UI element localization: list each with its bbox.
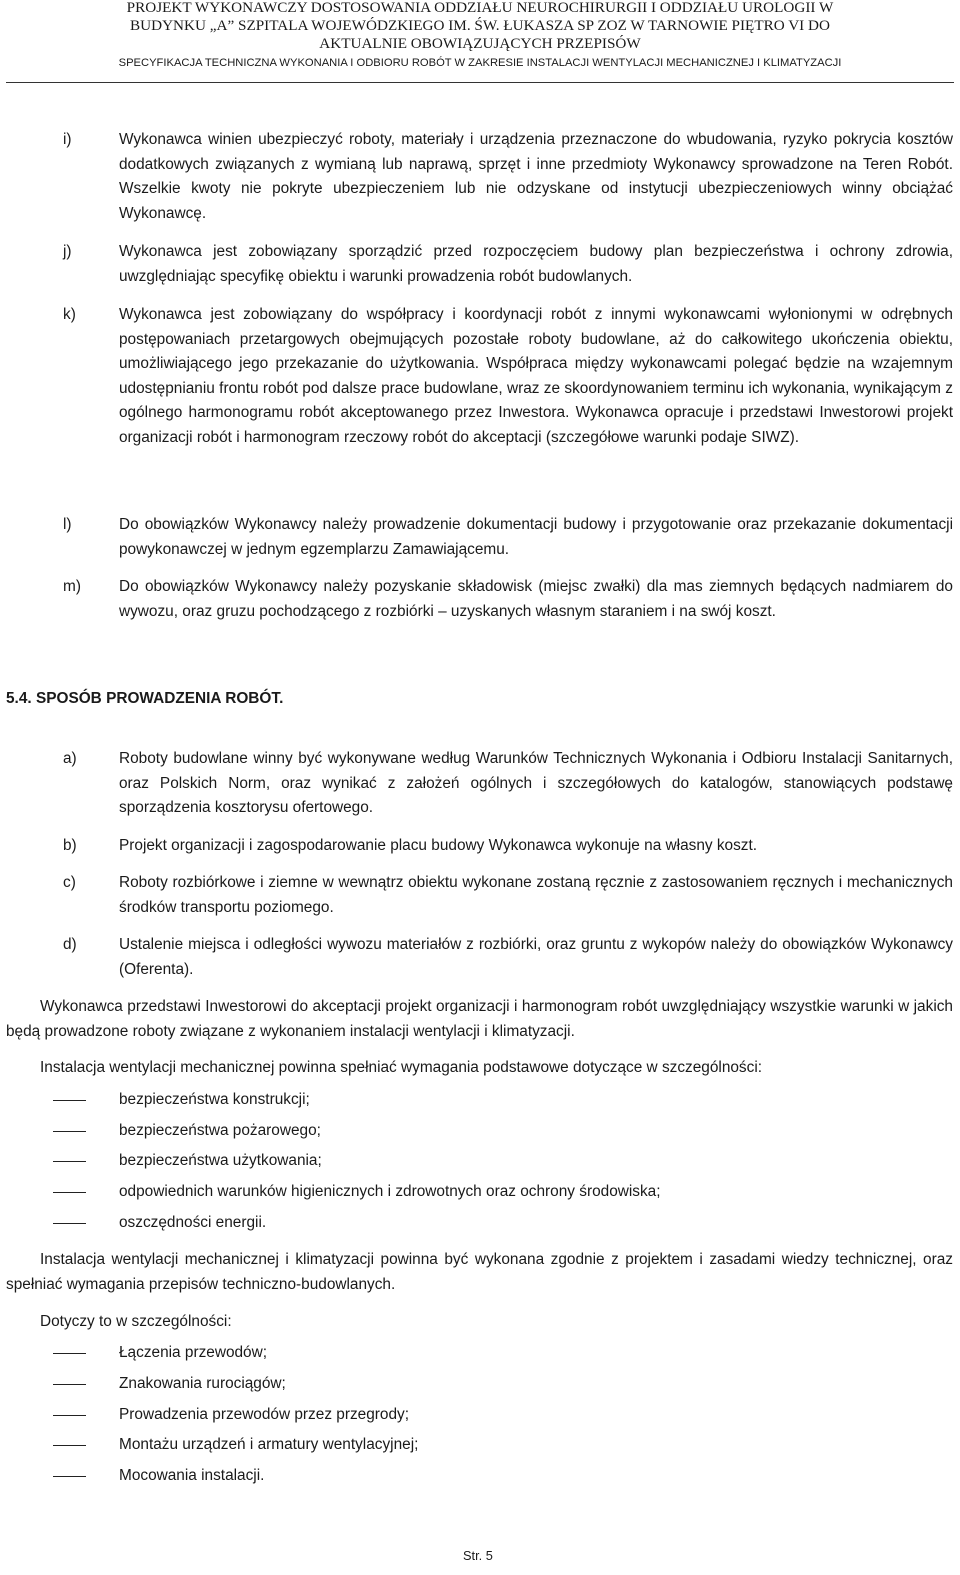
header-divider [6,82,954,83]
list-item-text: Wykonawca jest zobowiązany sporządzić przed rozpoczęciem budowy plan bezpieczeństwa i ochrony zdrowia, uwzględniając specyfikę obiektu i warunki prowadzenia robót budowlanych. [119,243,953,285]
section-heading: 5.4. SPOSÓB PROWADZENIA ROBÓT. [6,690,284,707]
paragraph-wiedza-techniczna: Instalacja wentylacji mechanicznej i klimatyzacji powinna być wykonana zgodnie z projektem i zasadami wiedzy technicznej, oraz spełniać wymagania przepisów techniczno-budowlanych. [6,1251,953,1293]
header-title-line-3: AKTUALNIE OBOWIĄZUJĄCYCH PRZEPISÓW [319,35,641,52]
page-header [0,0,960,70]
paragraph-harmonogram: Wykonawca przedstawi Inwestorowi do akceptacji projekt organizacji i harmonogram robót uwzględniający wszystkie warunki w jakich będą prowadzone roboty związane z wykonaniem instalacji wentylacji i klimatyzacji. [6,998,953,1040]
scope-intro: Dotyczy to w szczególności: [40,1313,232,1330]
requirement-text: bezpieczeństwa pożarowego; [119,1122,321,1139]
header-title-line-1: PROJEKT WYKONAWCZY DOSTOSOWANIA ODDZIAŁU NEUROCHIRURGII I ODDZIAŁU UROLOGII W [126,0,834,16]
list-marker: k) [63,306,76,323]
list-marker: j) [63,243,72,260]
list-marker: d) [63,936,77,953]
scope-text: Prowadzenia przewodów przez przegrody; [119,1406,410,1423]
dash-bullet-icon [53,1353,86,1354]
requirement-text: odpowiednich warunków higienicznych i zdrowotnych oraz ochrony środowiska; [119,1183,661,1200]
list-marker: b) [63,837,77,854]
list-marker: a) [63,750,77,767]
dash-bullet-icon [53,1100,86,1101]
requirement-text: bezpieczeństwa użytkowania; [119,1152,322,1169]
requirements-intro: Instalacja wentylacji mechanicznej powinna spełniać wymagania podstawowe dotyczące w szczególności: [40,1059,763,1076]
dash-bullet-icon [53,1161,86,1162]
scope-text: Mocowania instalacji. [119,1467,265,1484]
list-item-text: Roboty budowlane winny być wykonywane według Warunków Technicznych Wykonania i Odbioru Instalacji Sanitarnych, oraz Polskich Norm, oraz wynikać z założeń ogólnych i szczegółowych do katalogów, stanowiących podstawę sporządzenia kosztorysu ofertowego. [119,750,953,817]
list-item-text: Ustalenie miejsca i odległości wywozu materiałów z rozbiórki, oraz gruntu z wykopów należy do obowiązków Wykonawcy (Oferenta). [119,936,953,978]
list-item-text: Do obowiązków Wykonawcy należy pozyskanie składowisk (miejsc zwałki) dla mas ziemnych będących nadmiarem do wywozu, oraz gruzu pochodzącego z rozbiórki – uzyskanych własnym staraniem i na swój koszt. [119,578,953,620]
dash-bullet-icon [53,1476,86,1477]
list-item-text: Roboty rozbiórkowe i ziemne w wewnątrz obiektu wykonane zostaną ręcznie z zastosowaniem ręcznych i mechanicznych środków transportu poziomego. [119,874,953,916]
header-title-line-2: BUDYNKU „A” SZPITALA WOJEWÓDZKIEGO IM. ŚW. ŁUKASZA SP ZOZ W TARNOWIE PIĘTRO VI DO [130,17,830,34]
header-subtitle: SPECYFIKACJA TECHNICZNA WYKONANIA I ODBIORU ROBÓT W ZAKRESIE INSTALACJI WENTYLACJI MECHANICZNEJ I KLIMATYZACJI [118,57,842,69]
list-item-text: Wykonawca winien ubezpieczyć roboty, materiały i urządzenia przeznaczone do wbudowania, ryzyko pokrycia kosztów dodatkowych związanych z wymianą lub naprawą, sprzęt i inne przedmioty Wykonawcy sprowadzone na Teren Robót. Wszelkie kwoty nie pokryte ubezpieczeniem lub nie odzyskane od instytucji ubezpieczeniowych winny obciążać Wykonawcę. [119,131,953,222]
scope-text: Montażu urządzeń i armatury wentylacyjnej; [119,1436,419,1453]
dash-bullet-icon [53,1384,86,1385]
requirement-text: oszczędności energii. [119,1214,267,1231]
dash-bullet-icon [53,1445,86,1446]
scope-text: Łączenia przewodów; [119,1344,268,1361]
list-marker: m) [63,578,81,595]
dash-bullet-icon [53,1223,86,1224]
scope-text: Znakowania rurociągów; [119,1375,286,1392]
page-number: Str. 5 [463,1548,493,1563]
dash-bullet-icon [53,1415,86,1416]
list-item-text: Do obowiązków Wykonawcy należy prowadzenie dokumentacji budowy i przygotowanie oraz przekazanie dokumentacji powykonawczej w jednym egzemplarzu Zamawiającemu. [119,516,953,558]
dash-bullet-icon [53,1192,86,1193]
list-item-text: Wykonawca jest zobowiązany do współpracy i koordynacji robót z innymi wykonawcami wyłonionymi w odrębnych postępowaniach przetargowych obejmujących pozostałe roboty budowlane, aż do całkowitego ukończenia obiektu, umożliwiającego jego przekazanie do użytkowania. Współpraca między wykonawcami polegać będzie na wzajemnym udostępnianiu frontu robót pod dalsze prace budowlane, wraz ze skoordynowaniem terminu ich wykonania, wynikającym z ogólnego harmonogramu robót akceptowanego przez Inwestora. Wykonawca opracuje i przedstawi Inwestorowi projekt organizacji robót i harmonogram rzeczowy robót do akceptacji (szczegółowe warunki podaje SIWZ). [119,306,953,446]
list-marker: l) [63,516,72,533]
list-item-text: Projekt organizacji i zagospodarowanie placu budowy Wykonawca wykonuje na własny koszt. [119,837,758,854]
list-marker: c) [63,874,76,891]
dash-bullet-icon [53,1131,86,1132]
requirement-text: bezpieczeństwa konstrukcji; [119,1091,310,1108]
list-marker: i) [63,131,72,148]
